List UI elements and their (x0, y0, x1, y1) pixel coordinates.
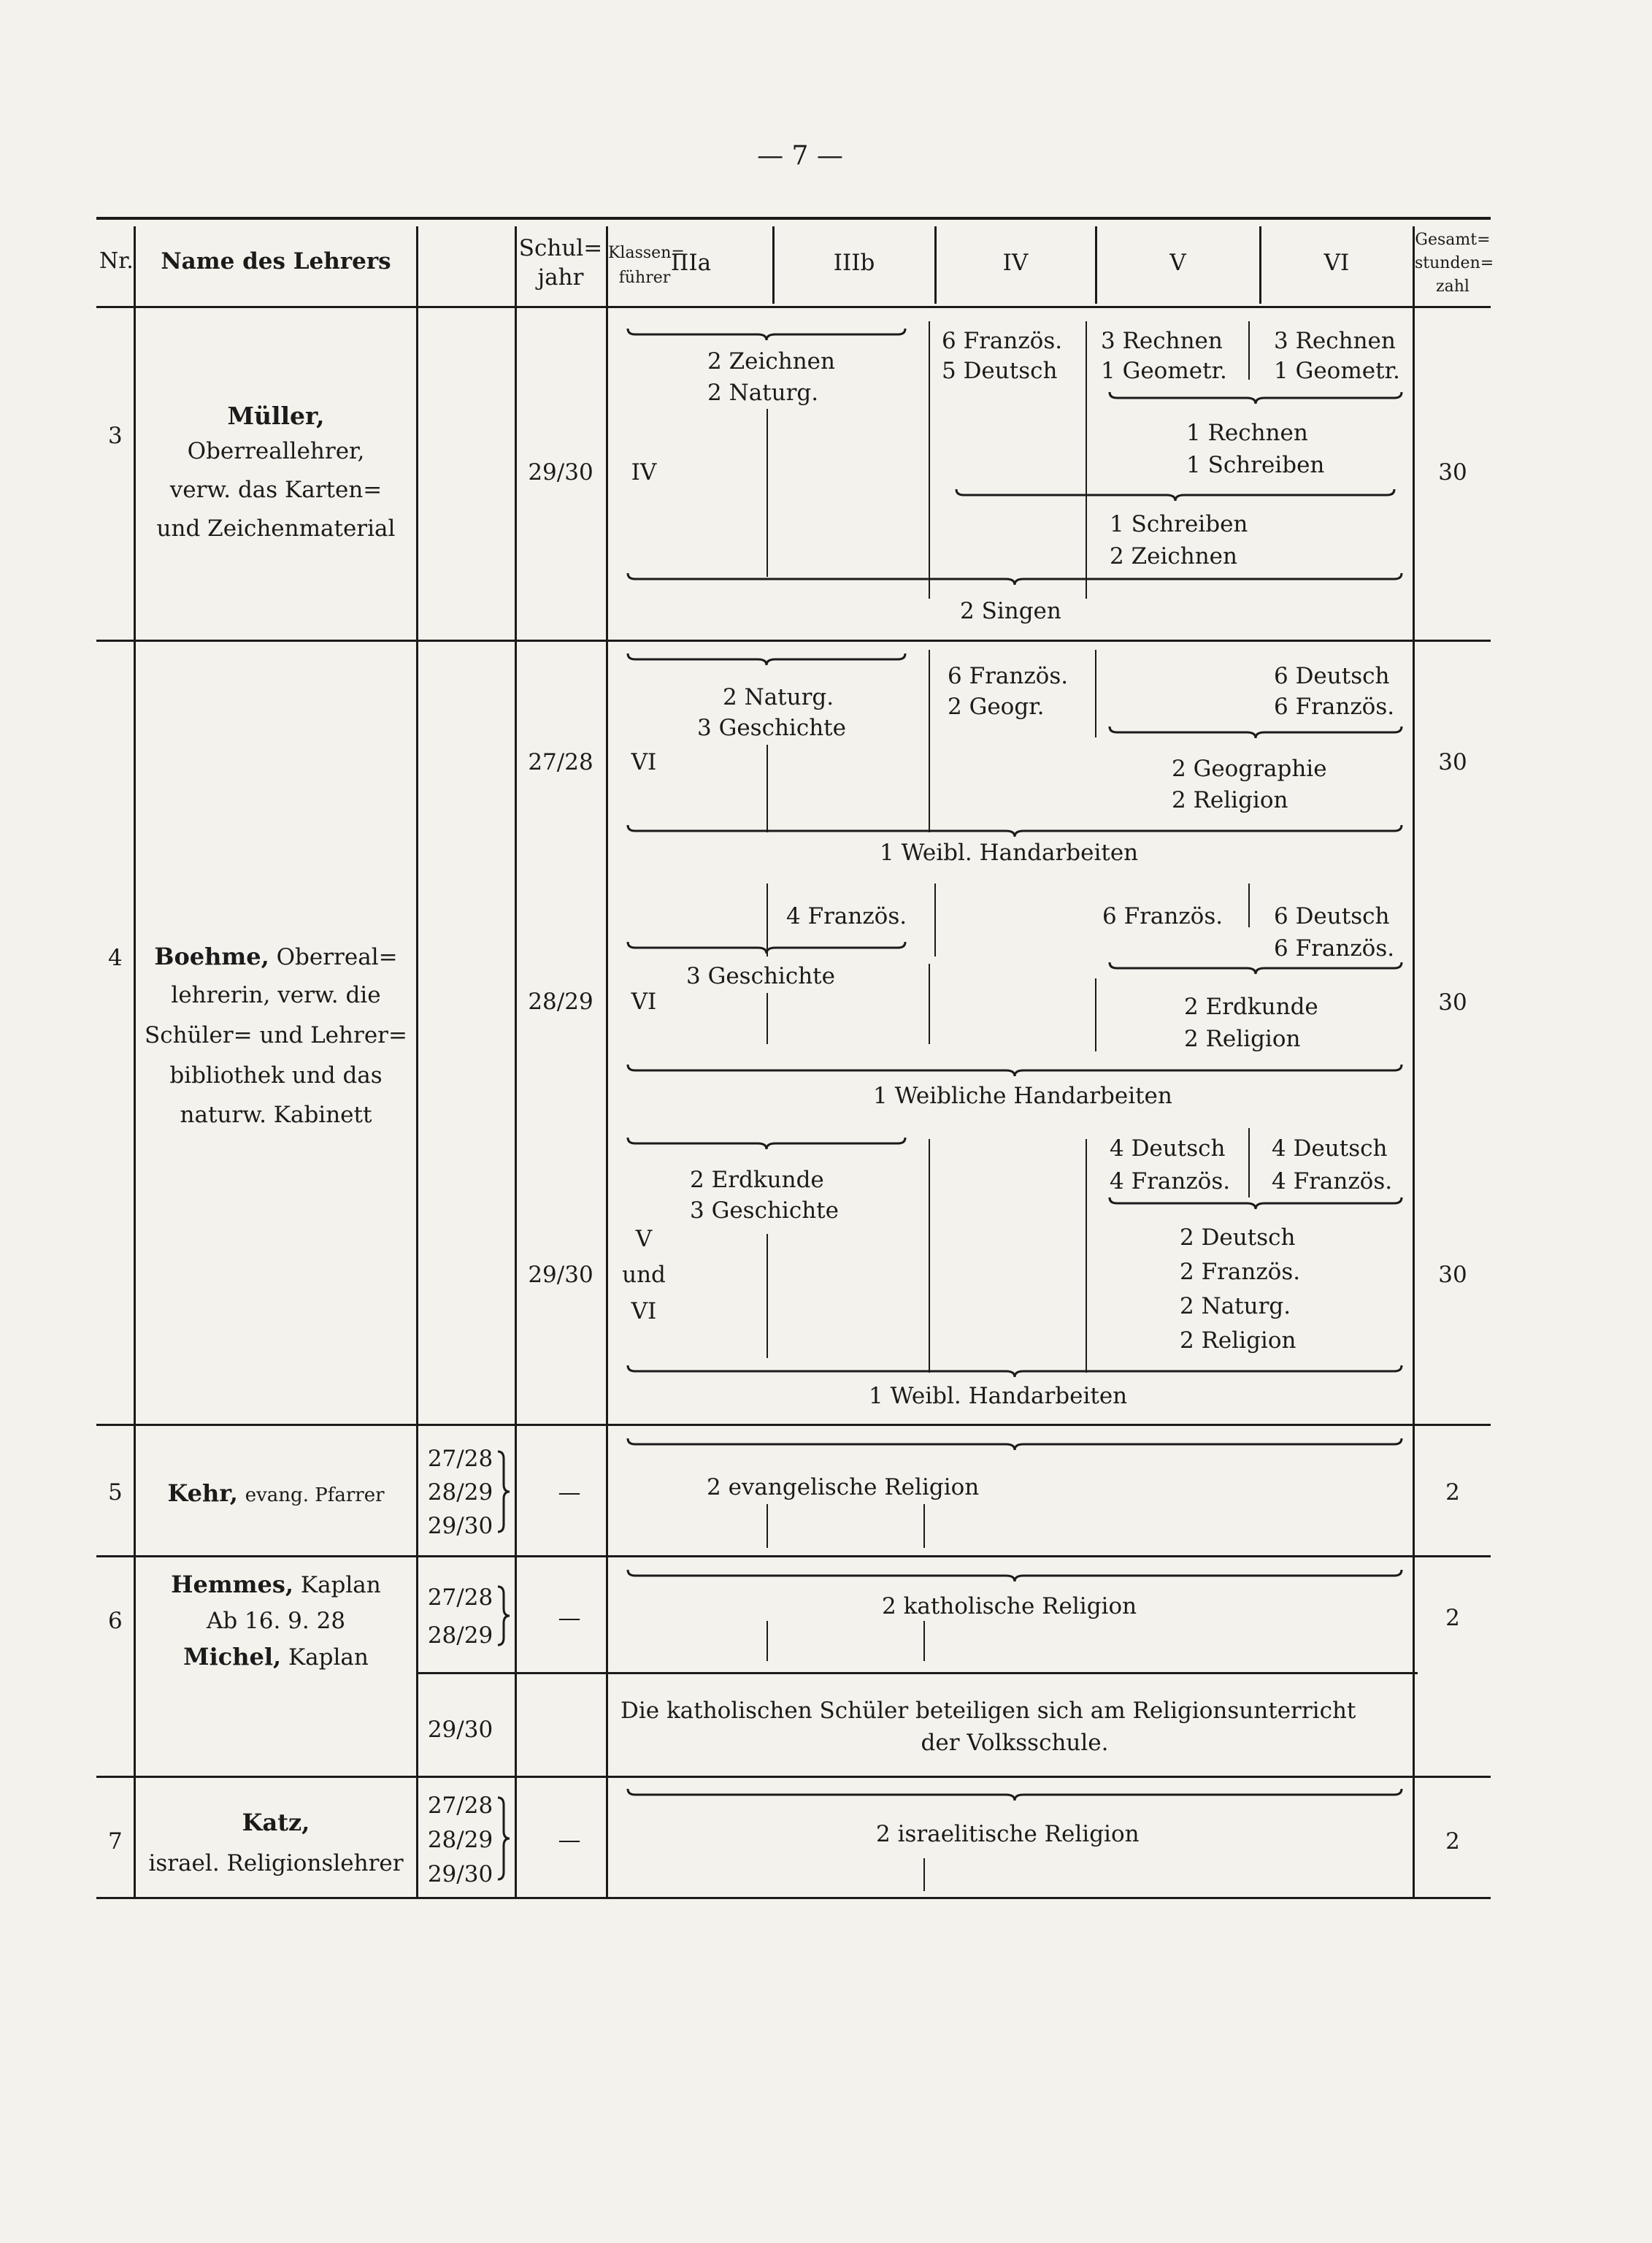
row6-note: Ab 16. 9. 28 (206, 1608, 346, 1634)
header-class-IIIb: IIIb (833, 250, 875, 276)
row4-b2-total: 30 (1438, 989, 1467, 1016)
row5-total: 2 (1445, 1479, 1460, 1506)
row6-role2: Kaplan (288, 1644, 369, 1671)
row5-year-1: 27/28 (427, 1446, 493, 1472)
row3-stub-IIIb (929, 321, 930, 599)
row6-year-2: 28/29 (427, 1622, 493, 1649)
row5-nr: 5 (108, 1479, 123, 1506)
row6-subject: 2 katholische Religion (882, 1593, 1137, 1619)
row4-b1-geogr: 2 Geogr. (948, 694, 1045, 720)
row5-klassen: — (558, 1479, 581, 1506)
row5-name: Kehr, (167, 1479, 238, 1507)
row-rule-5 (96, 1555, 1491, 1557)
row4-b2-stub-IIIb-2 (929, 964, 930, 1044)
row6-name: Hemmes, (171, 1571, 294, 1598)
row4-b3-brace-IIIa-IIIb (628, 1138, 905, 1149)
row3-stub-IV (1086, 321, 1087, 599)
row-rule-6 (96, 1776, 1491, 1778)
row5-stub-2 (923, 1504, 925, 1548)
row3-brace-IIIa-IIIb (628, 329, 905, 340)
row3-role-3: und Zeichenmaterial (156, 515, 396, 542)
row4-b3-stub-IV (1086, 1139, 1087, 1373)
row3-brace-IV-VI (956, 489, 1394, 501)
row-rule-3 (96, 640, 1491, 642)
row4-b3-total: 30 (1438, 1262, 1467, 1288)
row5-name-line (137, 1481, 415, 1506)
row3-subj-v-geometr: 1 Geometr. (1101, 358, 1227, 384)
row4-b2-klassen: VI (631, 989, 657, 1015)
row3-subj-schreiben: 1 Schreiben (1110, 511, 1248, 537)
row4-b1-religion: 2 Religion (1172, 787, 1288, 813)
row5-subject: 2 evangelische Religion (707, 1474, 980, 1500)
row4-b3-klassen-3: VI (631, 1298, 657, 1324)
row4-name-line (137, 945, 415, 969)
row4-role-3: Schüler= und Lehrer= (145, 1022, 407, 1048)
row4-b3-stub-IIIa (767, 1234, 768, 1358)
header-class-VI: VI (1323, 250, 1350, 276)
row3-brace-V-VI-a (1110, 392, 1402, 404)
row4-b1-stub-IIIb (929, 650, 930, 832)
row4-b2-geschichte: 3 Geschichte (686, 963, 835, 989)
row3-years: 29/30 (528, 459, 593, 486)
row4-b2-deutsch: 6 Deutsch (1274, 903, 1390, 929)
row4-b2-erdkunde: 2 Erdkunde (1184, 994, 1318, 1020)
row6-split-rule (416, 1672, 1418, 1674)
row7-year-1: 27/28 (427, 1793, 493, 1819)
page-number: — 7 — (757, 141, 843, 171)
row3-total: 30 (1438, 459, 1467, 486)
row4-role-4: bibliothek und das (169, 1062, 383, 1089)
row4-b1-stub-IIIa (767, 745, 768, 832)
header-klassen-2: führer (618, 269, 671, 287)
row6-year-1: 27/28 (427, 1584, 493, 1611)
row4-b2-franzoes: 4 Französ. (786, 903, 907, 929)
row4-b2-stub-IIIa-2 (767, 993, 768, 1044)
row4-b1-years: 27/28 (528, 749, 593, 775)
row4-b3-v-franzoes: 4 Französ. (1110, 1168, 1231, 1195)
row6-name2-line (137, 1645, 415, 1669)
row3-subj-franzoes: 6 Französ. (942, 328, 1063, 354)
row3-subj-vi-rechnen: 3 Rechnen (1274, 328, 1396, 354)
row6-total: 2 (1445, 1605, 1460, 1631)
row4-b2-stub-IV (1095, 978, 1096, 1051)
header-nr: Nr. (99, 248, 134, 274)
row7-year-2: 28/29 (427, 1827, 493, 1853)
row4-b3-2religion: 2 Religion (1180, 1327, 1296, 1354)
row4-b3-brace-V-VI (1110, 1197, 1402, 1209)
row3-subj-v-rechnen: 3 Rechnen (1101, 328, 1223, 354)
row4-name: Boehme, (154, 943, 269, 970)
row3-brace-all (628, 573, 1402, 585)
row6-role: Kaplan (300, 1572, 381, 1598)
row4-b3-v-deutsch: 4 Deutsch (1110, 1135, 1226, 1162)
row7-brace-all (628, 1789, 1402, 1801)
row7-nr: 7 (108, 1828, 123, 1855)
row5-role: evang. Pfarrer (245, 1484, 385, 1506)
row3-subj-deutsch: 5 Deutsch (942, 358, 1058, 384)
row5-stub-1 (767, 1504, 768, 1548)
header-klassen-1: Klassen= (608, 244, 685, 262)
row4-b3-2deutsch: 2 Deutsch (1180, 1224, 1296, 1251)
row3-klassen: IV (631, 459, 657, 486)
row3-name: Müller, (227, 402, 325, 430)
row7-total: 2 (1445, 1828, 1460, 1855)
row4-role-2: lehrerin, verw. die (171, 982, 381, 1008)
row4-role-1: Oberreal= (276, 944, 398, 970)
row7-subject: 2 israelitische Religion (876, 1821, 1140, 1847)
row5-year-3: 29/30 (427, 1513, 493, 1539)
row3-nr: 3 (108, 423, 123, 449)
row4-b1-franzoes: 6 Französ. (948, 663, 1069, 689)
row6-brace-all (628, 1570, 1402, 1581)
row3-subj-1rechnen: 1 Rechnen (1186, 420, 1308, 446)
row3-subj-singen: 2 Singen (960, 598, 1061, 624)
row4-b2-brace-IIIa-IIIb (628, 942, 905, 954)
table-top-rule (96, 217, 1491, 220)
row4-b1-deutsch: 6 Deutsch (1274, 663, 1390, 689)
header-gesamt-3: zahl (1436, 277, 1469, 296)
row4-b3-handarbeiten: 1 Weibl. Handarbeiten (869, 1383, 1128, 1409)
row4-b3-vi-franzoes: 4 Französ. (1272, 1168, 1393, 1195)
row6-klassen: — (558, 1605, 581, 1631)
row4-b3-klassen-2: und (622, 1262, 666, 1288)
col-rule-name (416, 226, 418, 1897)
row4-b2-brace-all (628, 1065, 1402, 1076)
row7-role: israel. Religionslehrer (148, 1850, 404, 1876)
table-bottom-rule (96, 1897, 1491, 1899)
row-rule-4 (96, 1424, 1491, 1426)
row6-note-line-1: Die katholischen Schüler beteiligen sich am Religionsunterricht (621, 1698, 1356, 1724)
col-rule-nr (134, 226, 136, 1897)
row4-b1-brace-V-VI (1110, 726, 1402, 738)
row6-name2: Michel, (183, 1643, 282, 1671)
row4-b2-years: 28/29 (528, 989, 593, 1015)
header-rule (96, 306, 1491, 308)
row6-name-line (137, 1573, 415, 1597)
row7-years-brace (498, 1798, 510, 1879)
row4-b1-naturg: 2 Naturg. (723, 684, 834, 710)
row4-b3-stub-V (1248, 1128, 1250, 1197)
row4-b3-geschichte: 3 Geschichte (690, 1197, 839, 1224)
row4-b1-total: 30 (1438, 749, 1467, 775)
row3-subj-1schreiben: 1 Schreiben (1186, 452, 1325, 478)
row5-year-2: 28/29 (427, 1479, 493, 1506)
row3-role-1: Oberreallehrer, (187, 438, 365, 464)
row4-b1-handarbeiten: 1 Weibl. Handarbeiten (880, 840, 1139, 866)
row4-b2-handarbeiten: 1 Weibliche Handarbeiten (873, 1083, 1172, 1109)
row4-b1-brace-IIIa-IIIb (628, 653, 905, 665)
row4-nr: 4 (108, 945, 123, 971)
row4-b1-brace-all (628, 825, 1402, 837)
row7-stub (923, 1858, 925, 1891)
header-gesamt-1: Gesamt= (1415, 231, 1491, 249)
row3-stub-V (1248, 321, 1250, 380)
row4-b1-klassen: VI (631, 749, 657, 775)
row6-nr: 6 (108, 1608, 123, 1634)
header-class-IIIa: IIIa (670, 250, 712, 276)
row4-b2-franzoes-v: 6 Französ. (1102, 903, 1223, 929)
row4-b3-stub-IIIb (929, 1139, 930, 1373)
row6-stub-2 (923, 1621, 925, 1661)
row4-b2-stub-IIIb (934, 883, 936, 956)
row4-b3-vi-deutsch: 4 Deutsch (1272, 1135, 1388, 1162)
row7-year-3: 29/30 (427, 1861, 493, 1887)
header-schuljahr-1: Schul= (518, 235, 603, 261)
header-schuljahr-2: jahr (537, 264, 584, 291)
row5-brace-all (628, 1438, 1402, 1450)
row3-subj-zeichnen: 2 Zeichnen (707, 348, 835, 375)
row7-name: Katz, (242, 1809, 310, 1836)
header-class-V: V (1169, 250, 1186, 276)
row3-subj-vi-geometr: 1 Geometr. (1274, 358, 1400, 384)
row4-role-5: naturw. Kabinett (180, 1102, 372, 1128)
row6-years-brace (498, 1587, 510, 1645)
row6-note-line-2: der Volksschule. (921, 1730, 1109, 1756)
row4-b2-stub-V (1248, 883, 1250, 927)
row4-b2-franzoes-vi: 6 Französ. (1274, 935, 1395, 962)
row3-subj-naturg: 2 Naturg. (707, 380, 819, 406)
row6-stub-1 (767, 1621, 768, 1661)
row5-years-brace (498, 1452, 510, 1532)
row3-role-2: verw. das Karten= (169, 477, 383, 503)
row4-b3-erdkunde: 2 Erdkunde (690, 1167, 824, 1193)
row4-b2-brace-V-VI (1110, 962, 1402, 974)
header-name: Name des Lehrers (161, 248, 391, 275)
row4-b1-geschichte: 3 Geschichte (697, 715, 846, 741)
row4-b3-years: 29/30 (528, 1262, 593, 1288)
header-class-IV: IV (1002, 250, 1029, 276)
row3-subj-zeichnen2: 2 Zeichnen (1110, 543, 1237, 570)
row3-stub-IIIa (767, 409, 768, 577)
row4-b1-geographie: 2 Geographie (1172, 756, 1327, 782)
row4-b3-2naturg: 2 Naturg. (1180, 1293, 1291, 1319)
row4-b3-klassen-1: V (635, 1226, 653, 1252)
row4-b3-brace-all (628, 1365, 1402, 1377)
row4-b3-2franzoes: 2 Französ. (1180, 1259, 1301, 1285)
header-gesamt-2: stunden= (1415, 254, 1494, 272)
row6-year-3: 29/30 (427, 1717, 493, 1743)
row4-b1-stub-IV (1095, 650, 1096, 737)
row7-klassen: — (558, 1827, 581, 1853)
row4-b1-franzoes2: 6 Französ. (1274, 694, 1395, 720)
row4-b2-religion: 2 Religion (1184, 1026, 1301, 1052)
